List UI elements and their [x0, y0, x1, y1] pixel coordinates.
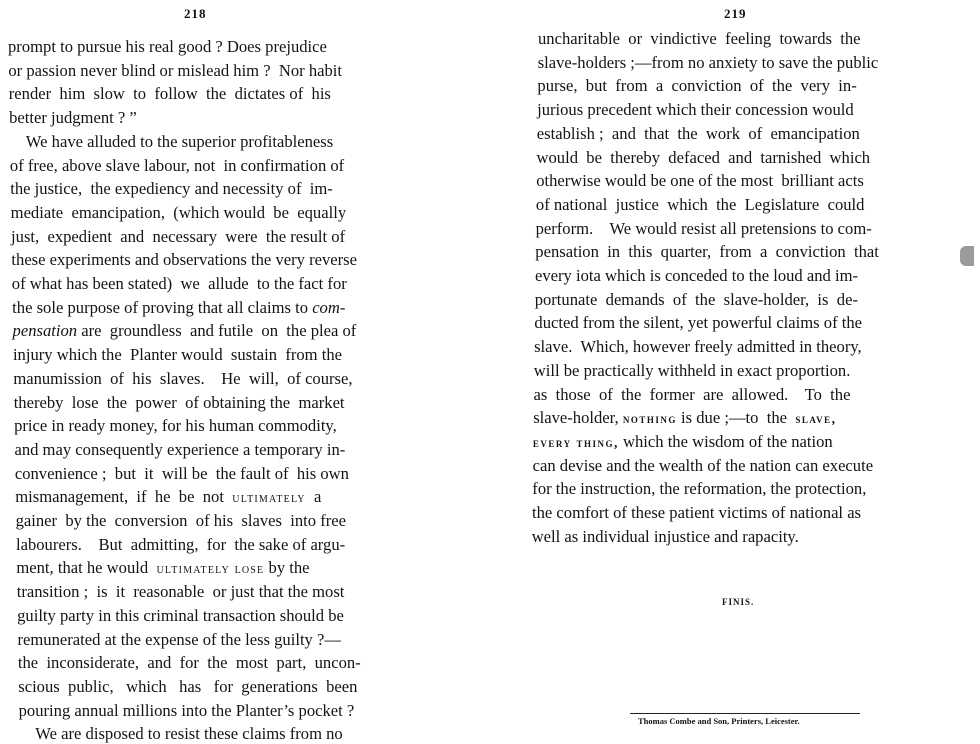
text-run: the inconsiderate, and for the most part, uncon- [17, 653, 361, 673]
text-run: would be thereby defaced and tarnished which [536, 147, 871, 167]
text-line [534, 313, 862, 333]
text-run: pouring annual millions into the Planter’s pocket ? [18, 700, 355, 720]
text-line [536, 219, 872, 239]
text-line [533, 456, 873, 476]
text-run: for the instruction, the reformation, the protection, [532, 479, 867, 499]
text-line [13, 345, 342, 365]
text-line [537, 124, 860, 144]
text-line [13, 369, 352, 389]
text-run: well as individual injustice and rapacity. [531, 526, 799, 546]
text-run: will be practically withheld in exact proportion. [533, 360, 851, 380]
text-line [537, 100, 854, 120]
text-run: scious public, which has for generations been [18, 676, 358, 696]
text-line [14, 393, 345, 413]
text-line [532, 503, 861, 523]
text-line [538, 53, 879, 73]
text-run: price in ready money, for his human commodity, [14, 416, 337, 436]
text-line [14, 440, 345, 460]
text-run: We are disposed to resist these claims from no [19, 724, 343, 744]
text-line [16, 511, 346, 531]
text-run: as those of the former are allowed. To the [533, 384, 851, 404]
styled-text-run: pensation [12, 321, 78, 341]
styled-text-run: ultimately [232, 491, 306, 507]
text-run: slave-holders ;—from no anxiety to save the public [537, 52, 879, 72]
text-run: of what has been stated) we allude to the fact for [11, 274, 347, 293]
text-line [15, 464, 349, 484]
finis-mark: FINIS. [722, 597, 755, 607]
text-line [16, 535, 345, 555]
text-run: injury which the Planter would sustain from the [12, 345, 342, 365]
text-line [15, 487, 321, 509]
text-run: the sole purpose of proving that all claims to [12, 297, 313, 317]
text-line [12, 274, 347, 294]
text-run: these experiments and observations the very reverse [11, 250, 357, 270]
text-run: every iota which is conceded to the loud and im- [535, 266, 859, 285]
text-run: are groundless and futile on the plea of [77, 321, 357, 341]
text-line [19, 701, 355, 721]
text-run: manumission of his slaves. He will, of course, [13, 368, 353, 388]
printer-rule-divider [630, 713, 860, 714]
text-line [535, 242, 879, 262]
text-run: mediate emancipation, (which would be equally [10, 202, 347, 222]
text-line [536, 171, 864, 191]
text-line [535, 290, 858, 310]
text-line [534, 361, 851, 381]
text-line [18, 677, 357, 697]
text-line [18, 630, 341, 650]
text-run: slave. Which, however freely admitted in theory, [534, 337, 862, 357]
text-run: is due ;—to the [676, 408, 796, 428]
text-run: the justice, the expediency and necessity of im- [10, 179, 333, 199]
text-line [11, 227, 345, 247]
page-edge-tab-marker [960, 246, 974, 266]
text-line [9, 84, 331, 104]
text-run: ment, that he would [16, 558, 157, 578]
text-run: remunerated at the expense of the less guilty ?— [17, 629, 341, 649]
text-run: uncharitable or vindictive feeling towards the [538, 29, 861, 48]
text-run: the comfort of these patient victims of national as [532, 503, 862, 522]
text-run: jurious precedent which their concession would [537, 100, 854, 120]
styled-text-run: every thing, [532, 434, 619, 450]
text-run: just, expedient and necessary were the result of [11, 226, 346, 246]
text-run: guilty party in this criminal transaction should be [17, 605, 344, 625]
text-line [16, 558, 309, 580]
text-line [537, 76, 856, 96]
text-run: by the [264, 558, 310, 578]
text-run: purse, but from a conviction of the very in- [537, 76, 857, 96]
text-line [19, 724, 343, 744]
text-line [533, 408, 836, 429]
text-line [18, 653, 361, 673]
text-line [533, 432, 833, 453]
text-run: transition ; is it reasonable or just that the most [16, 582, 345, 602]
text-line [10, 156, 344, 176]
text-run: of national justice which the Legislature could [535, 194, 865, 214]
text-run: render him slow to follow the dictates of his [8, 84, 331, 104]
text-run: ducted from the silent, yet powerful claims of the [534, 313, 863, 333]
text-line [11, 250, 357, 270]
text-run: thereby lose the power of obtaining the market [13, 392, 345, 412]
styled-text-run: ultimately lose [156, 562, 265, 578]
text-run: of free, above slave labour, not in confirmation of [9, 155, 345, 175]
text-run: better judgment ? ” [9, 108, 137, 128]
right-page [490, 0, 980, 740]
styled-text-run: com- [312, 297, 346, 317]
text-line [538, 29, 861, 49]
text-run: gainer by the conversion of his slaves into free [15, 511, 346, 530]
text-run: prompt to pursue his real good ? Does prejudice [8, 37, 327, 56]
text-line [11, 203, 346, 223]
text-line [536, 195, 865, 215]
text-run: We have alluded to the superior profitableness [9, 131, 334, 151]
text-line [17, 582, 345, 602]
text-line [532, 479, 866, 499]
styled-text-run: nothing [622, 411, 677, 427]
text-run: mismanagement, if he be not [15, 487, 233, 507]
text-run: can devise and the wealth of the nation can execute [532, 455, 874, 475]
page-number-right: 219 [724, 6, 747, 21]
text-line [9, 108, 137, 128]
text-line [8, 61, 342, 81]
text-line [12, 298, 345, 318]
text-line [537, 148, 871, 168]
text-line [10, 132, 334, 152]
text-line [14, 416, 337, 436]
text-line [532, 527, 799, 547]
printer-imprint: Thomas Combe and Son, Printers, Leicester. [638, 716, 800, 726]
text-run: slave-holder, [533, 408, 623, 428]
text-line [535, 266, 858, 286]
text-line [534, 337, 862, 357]
text-run: a [305, 487, 322, 507]
text-run: pensation in this quarter, from a conviction that [535, 242, 879, 262]
text-run: convenience ; but it will be the fault of his own [14, 463, 349, 483]
text-line [10, 179, 333, 199]
text-run: which the wisdom of the nation [618, 431, 833, 451]
page-number-left: 218 [184, 6, 207, 21]
text-run: labourers. But admitting, for the sake of argu- [15, 534, 346, 554]
text-run: otherwise would be one of the most brilliant acts [536, 171, 864, 191]
text-run: establish ; and that the work of emancipation [536, 123, 860, 143]
text-run: or passion never blind or mislead him ? Nor habit [8, 60, 343, 80]
text-run: and may consequently experience a temporary in- [14, 439, 346, 459]
text-line [8, 37, 327, 57]
text-run: portunate demands of the slave-holder, is de- [534, 289, 858, 309]
text-line [17, 606, 344, 626]
text-line [13, 321, 357, 341]
text-line [534, 385, 851, 405]
styled-text-run: slave, [795, 411, 837, 427]
text-run: perform. We would resist all pretensions to com- [535, 218, 872, 238]
